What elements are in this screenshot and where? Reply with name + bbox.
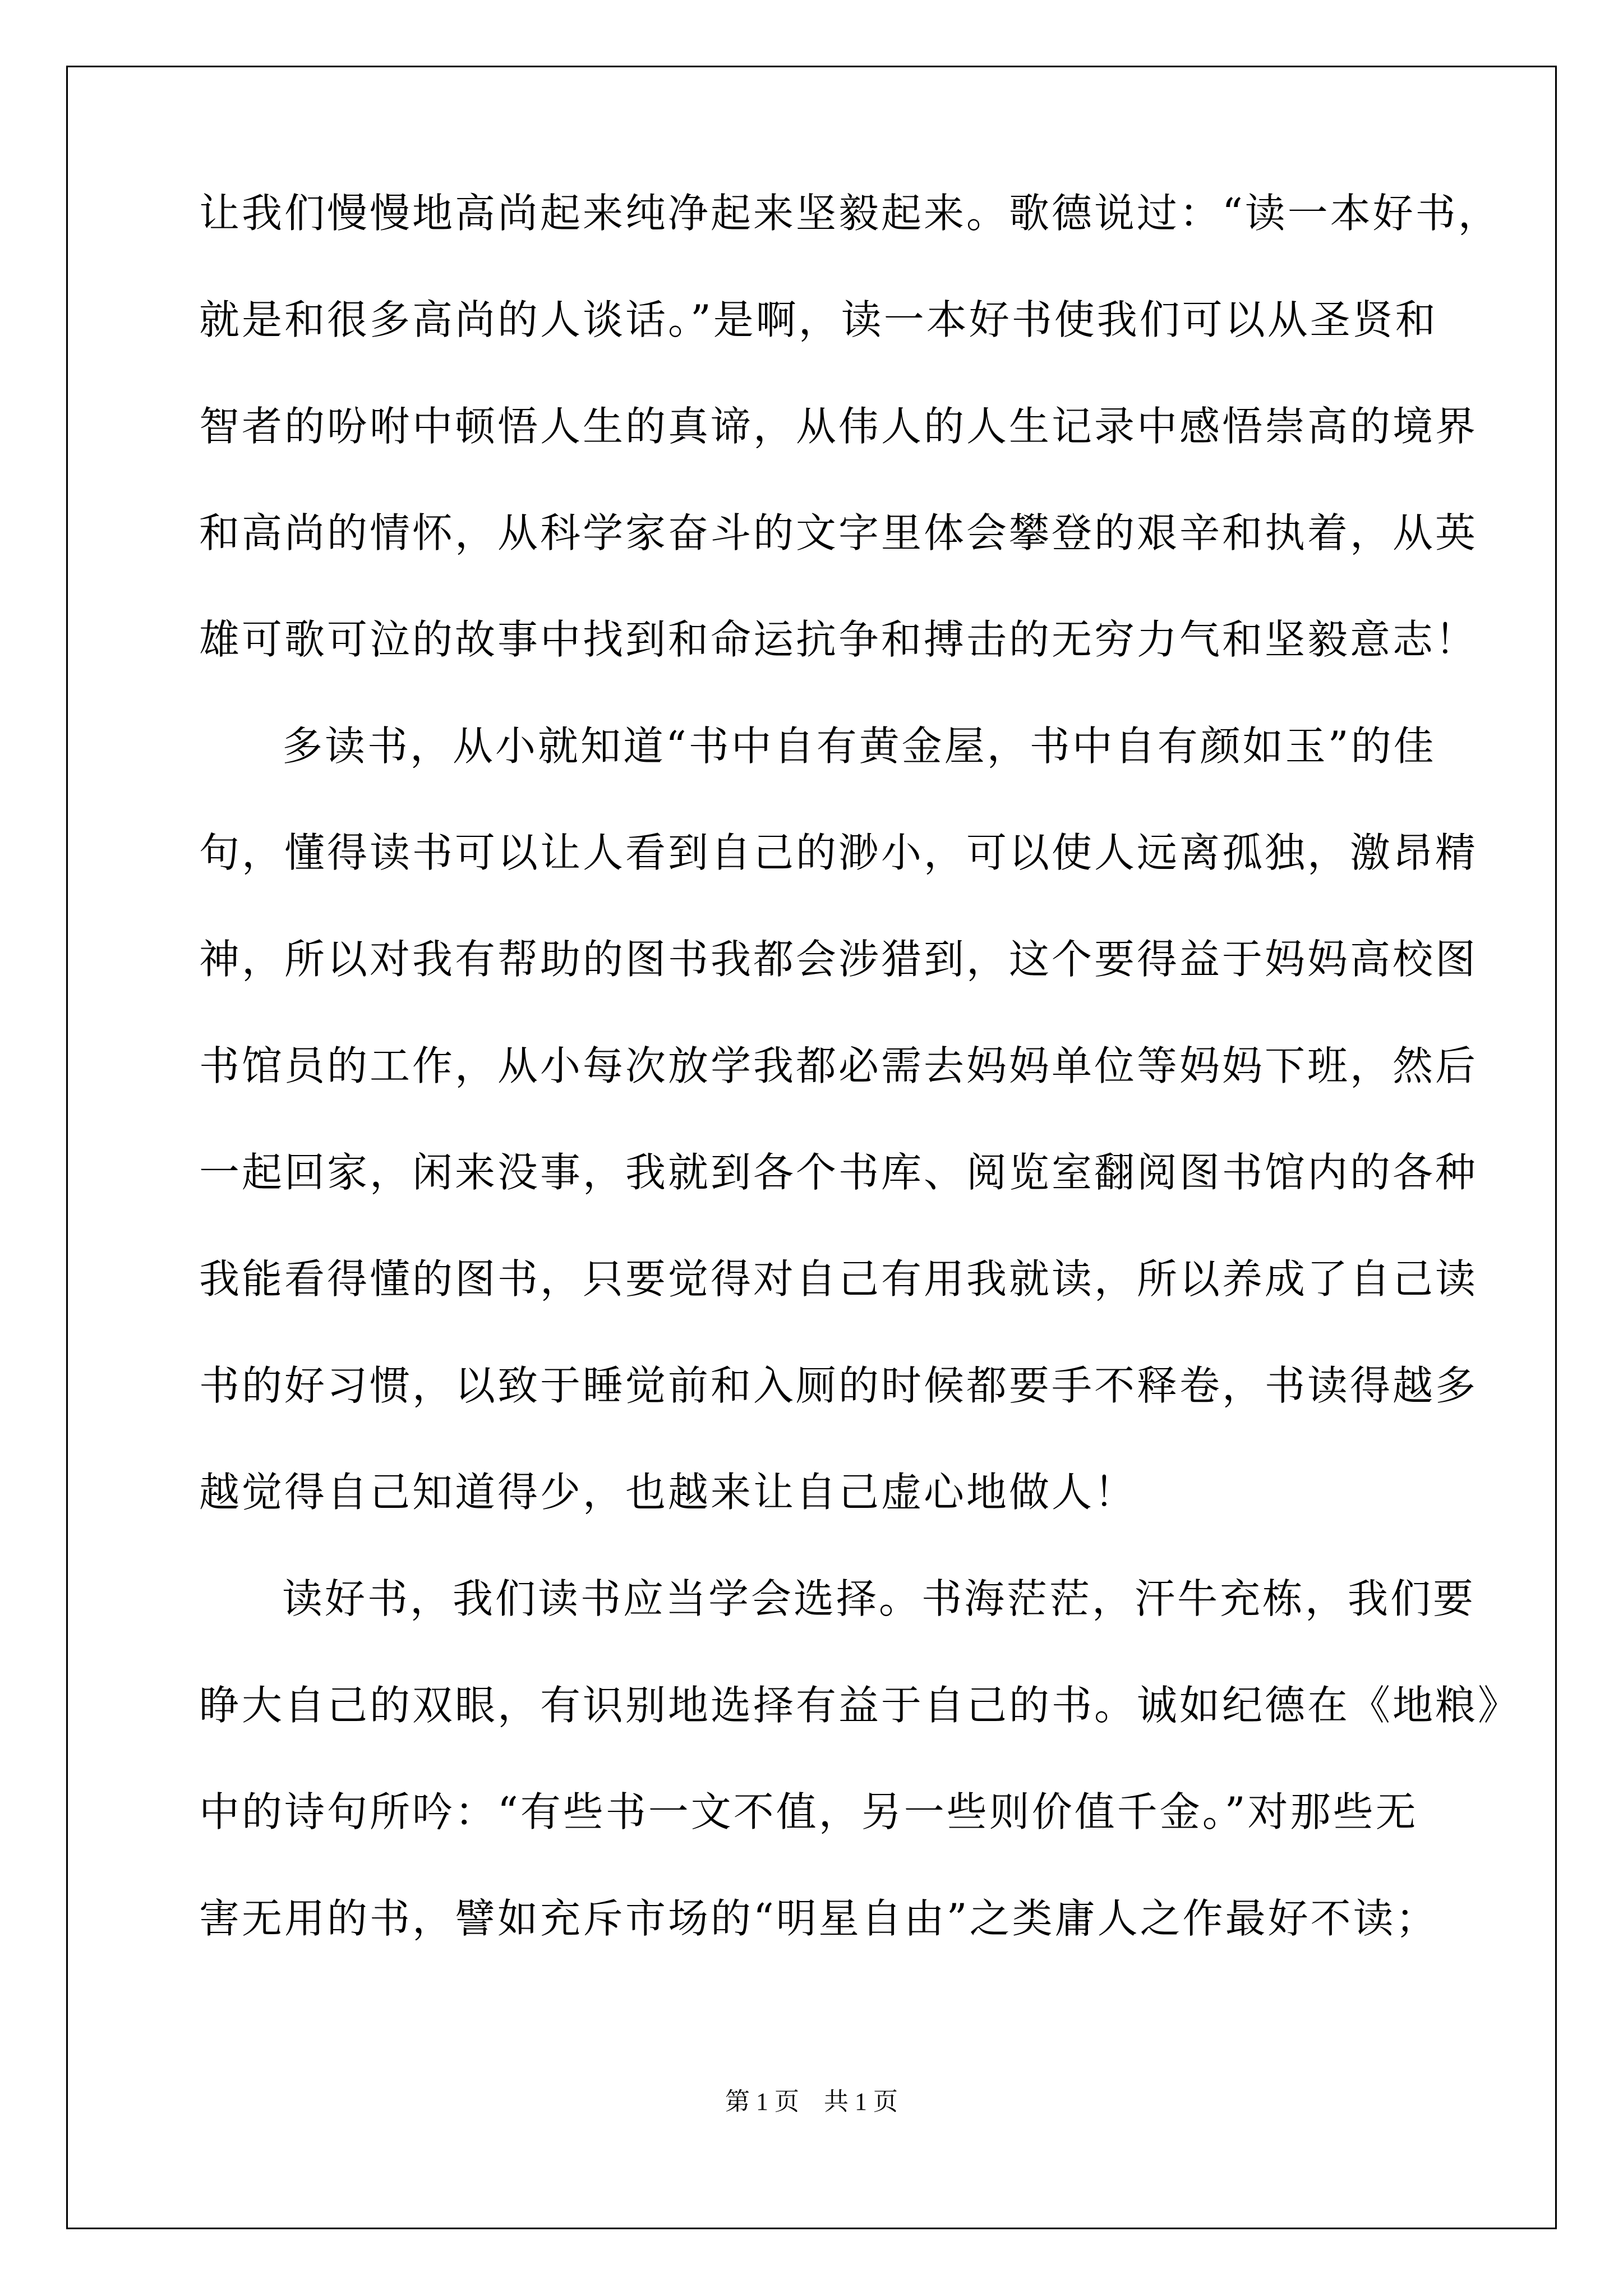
text-line: 中的诗句所吟：“有些书一文不值，另一些则价值千金。”对那些无 bbox=[199, 1788, 1418, 1835]
paragraph-start-line: 读好书，我们读书应当学会选择。书海茫茫，汗牛充栋，我们要 bbox=[282, 1575, 1476, 1622]
text-line: 书的好习惯，以致于睡觉前和入厕的时候都要手不释卷，书读得越多 bbox=[199, 1362, 1478, 1409]
text-line: 让我们慢慢地高尚起来纯净起来坚毅起来。歌德说过：“读一本好书， bbox=[199, 190, 1501, 237]
text-line: 和高尚的情怀，从科学家奋斗的文字里体会攀登的艰辛和执着，从英 bbox=[199, 509, 1478, 556]
text-line: 智者的吩咐中顿悟人生的真谛，从伟人的人生记录中感悟崇高的境界 bbox=[199, 403, 1478, 450]
text-line: 睁大自己的双眼，有识别地选择有益于自己的书。诚如纪德在《地粮》 bbox=[199, 1682, 1521, 1729]
text-line: 越觉得自己知道得少，也越来让自己虚心地做人！ bbox=[199, 1469, 1137, 1516]
paragraph-start-line: 多读书，从小就知道“书中自有黄金屋，书中自有颜如玉”的佳 bbox=[282, 723, 1436, 770]
text-line: 句，懂得读书可以让人看到自己的渺小，可以使人远离孤独，激昂精 bbox=[199, 829, 1478, 876]
text-line: 神，所以对我有帮助的图书我都会涉猎到，这个要得益于妈妈高校图 bbox=[199, 936, 1478, 983]
text-line: 害无用的书，譬如充斥市场的“明星自由”之类庸人之作最好不读； bbox=[199, 1895, 1438, 1942]
text-line: 书馆员的工作，从小每次放学我都必需去妈妈单位等妈妈下班，然后 bbox=[199, 1042, 1478, 1089]
text-line: 就是和很多高尚的人谈话。”是啊，读一本好书使我们可以从圣贤和 bbox=[199, 296, 1438, 343]
text-line: 我能看得懂的图书，只要觉得对自己有用我就读，所以养成了自己读 bbox=[199, 1255, 1478, 1303]
page-number-footer: 第 1 页 共 1 页 bbox=[725, 2088, 898, 2115]
text-line: 雄可歌可泣的故事中找到和命运抗争和搏击的无穷力气和坚毅意志！ bbox=[199, 616, 1478, 663]
text-line: 一起回家，闲来没事，我就到各个书库、阅览室翻阅图书馆内的各种 bbox=[199, 1149, 1478, 1196]
